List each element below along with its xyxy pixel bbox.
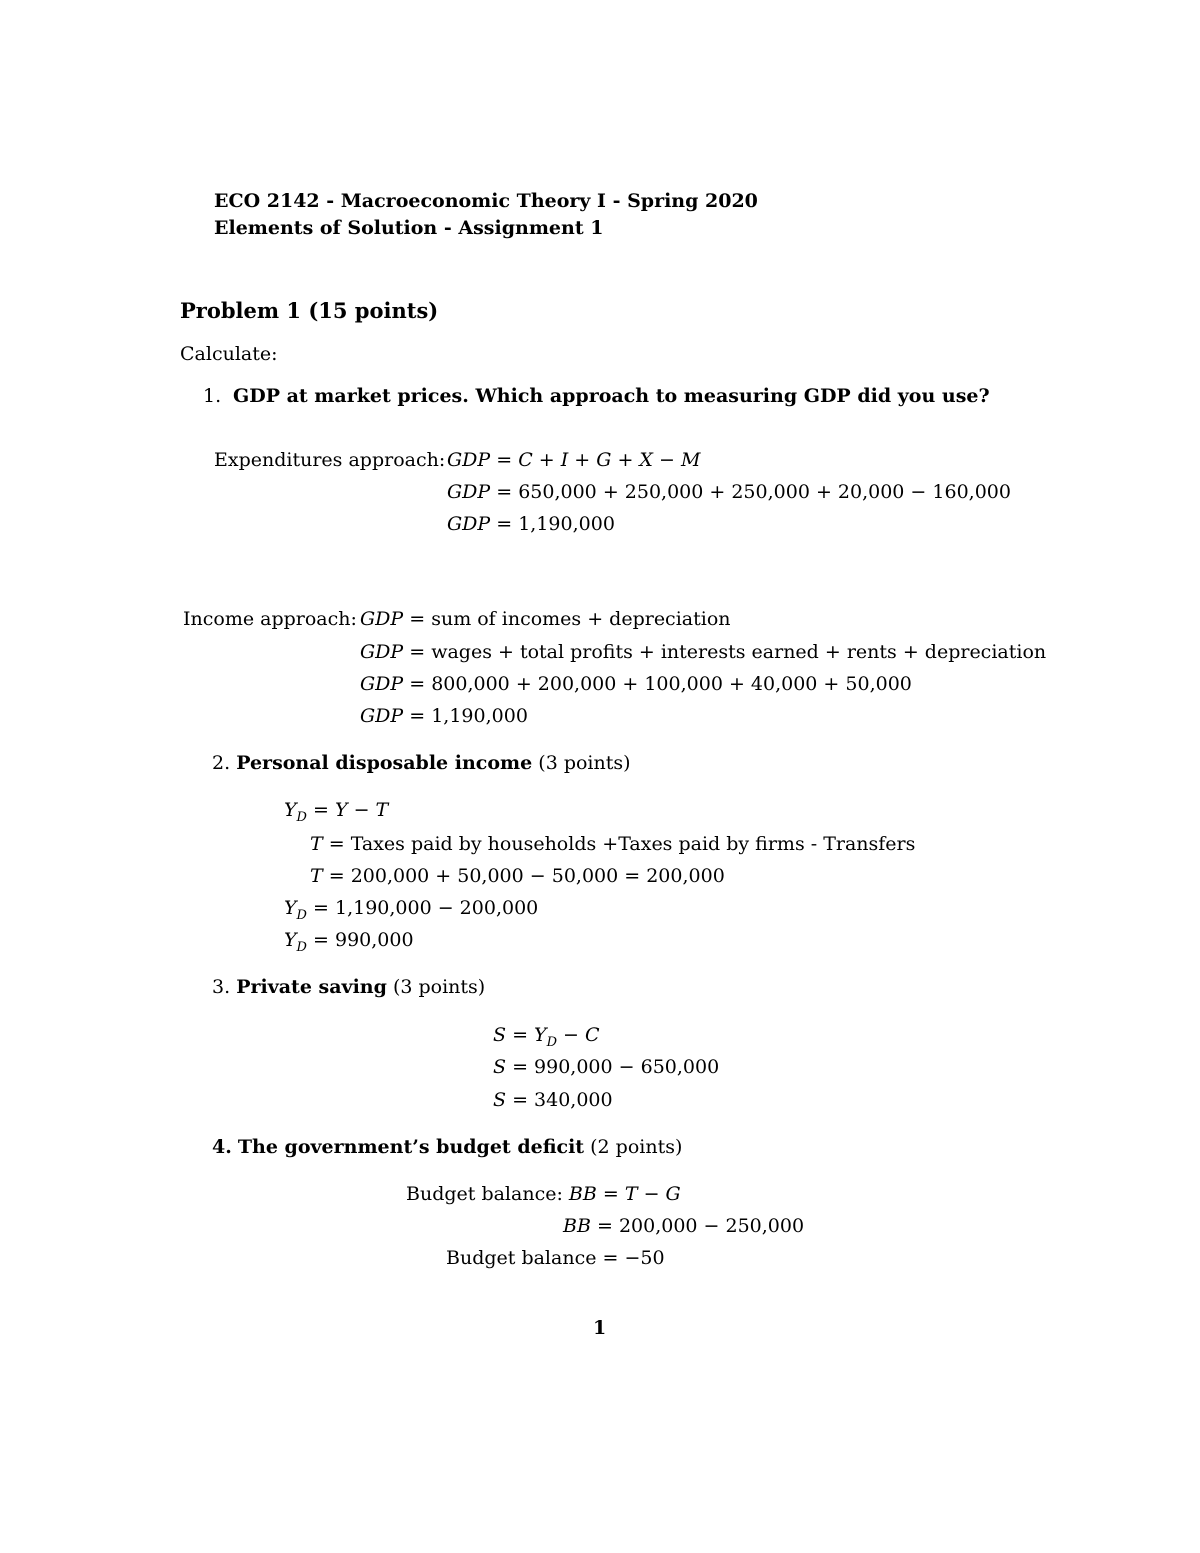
exp-approach-label: Expenditures approach: xyxy=(214,449,446,471)
problem-intro: Calculate: xyxy=(180,343,278,365)
q3-heading: 3. Private saving (3 points) xyxy=(212,976,486,998)
problem-title: Problem 1 (15 points) xyxy=(180,298,439,323)
exp-eq-2: GDP = 650,000 + 250,000 + 250,000 + 20,000 − 160,000 xyxy=(447,481,1011,503)
exp-eq-3: GDP = 1,190,000 xyxy=(447,513,615,535)
page-number: 1 xyxy=(593,1317,607,1339)
document-subtitle: Elements of Solution - Assignment 1 xyxy=(214,217,604,239)
q4-eq-2: BB = 200,000 − 250,000 xyxy=(563,1215,805,1237)
q4-heading: 4. The government’s budget deficit (2 points) xyxy=(212,1136,683,1158)
q2-eq-1: $Y_D = Y - T$ xyxy=(284,799,389,825)
q4-eq-1: Budget balance: BB = T − G xyxy=(406,1183,681,1205)
q2-eq-5: $Y_D = 990,000$ xyxy=(284,929,414,955)
q1-number: 1. xyxy=(203,385,222,407)
q3-eq-1: $S = Y_D - C$ xyxy=(493,1024,600,1050)
inc-eq-3: GDP = 800,000 + 200,000 + 100,000 + 40,000 + 50,000 xyxy=(360,673,912,695)
course-title: ECO 2142 - Macroeconomic Theory I - Spring 2020 xyxy=(214,190,758,212)
inc-approach-label: Income approach: xyxy=(183,608,357,630)
inc-eq-2: GDP = wages + total profits + interests earned + rents + depreciation xyxy=(360,641,1047,663)
q1-question: GDP at market prices. Which approach to measuring GDP did you use? xyxy=(233,385,990,407)
q2-eq-4: $Y_D = 1,190,000 - 200,000$ xyxy=(284,897,539,923)
q2-heading: 2. Personal disposable income (3 points) xyxy=(212,752,631,774)
q3-eq-2: S = 990,000 − 650,000 xyxy=(493,1056,720,1078)
q4-eq-3: Budget balance = −50 xyxy=(446,1247,665,1269)
q2-eq-2: T = Taxes paid by households +Taxes paid by firms - Transfers xyxy=(310,833,916,855)
inc-eq-1: GDP = sum of incomes + depreciation xyxy=(360,608,731,630)
q2-eq-3: T = 200,000 + 50,000 − 50,000 = 200,000 xyxy=(310,865,725,887)
inc-eq-4: GDP = 1,190,000 xyxy=(360,705,528,727)
exp-eq-1: GDP = C + I + G + X − M xyxy=(447,449,701,471)
q3-eq-3: S = 340,000 xyxy=(493,1089,613,1111)
